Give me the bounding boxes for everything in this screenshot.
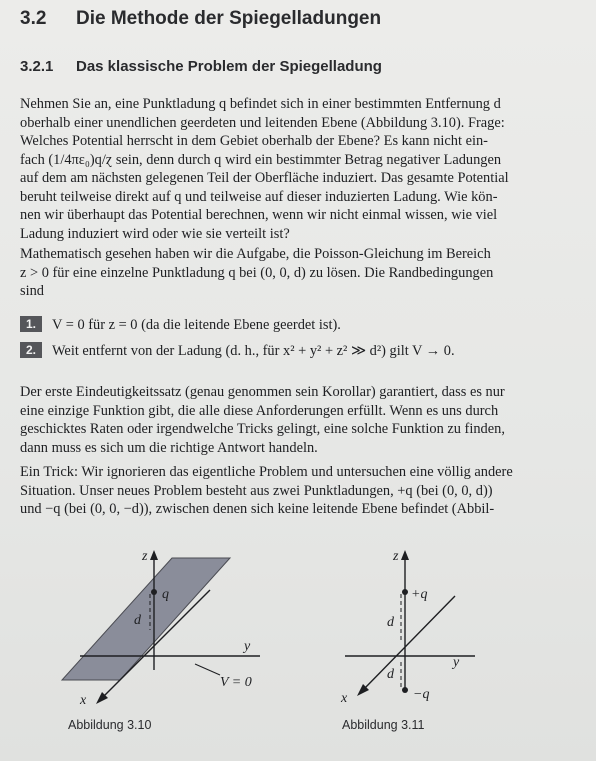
y-label: y (453, 655, 460, 670)
figure-3-11 (335, 540, 475, 740)
d-bottom-label: d (387, 667, 394, 682)
paragraph-4 (20, 463, 578, 519)
text-line: Welches Potential herrscht in dem Gebiet oberhalb der Ebene? Es kann nicht ein- (20, 133, 488, 149)
section-title: Die Methode der Spiegelladungen (76, 8, 382, 29)
subsection-title: Das klassische Problem der Spiegelladung (76, 58, 382, 75)
v-label-pointer (195, 664, 220, 675)
text-line: oberhalb einer unendlichen geerdeten und leitenden Ebene (Abbildung 3.10). Frage: (20, 114, 505, 131)
text-line: sind (20, 283, 44, 299)
list-item-text: V = 0 für z = 0 (da die leitende Ebene geerdet ist). (52, 317, 341, 333)
paragraph-1 (20, 95, 578, 243)
q-label: q (162, 587, 169, 602)
x-label: x (341, 691, 348, 706)
text-line: fach (1/4πε₀)q/ɀ sein, denn durch q wird ein bestimmter Betrag negativer Ladungen (20, 151, 502, 168)
text-line: Mathematisch gesehen haben wir die Aufgabe, die Poisson-Gleichung im Bereich (20, 246, 491, 262)
y-label: y (244, 639, 251, 654)
subsection-heading (20, 58, 382, 75)
text-line: Der erste Eindeutigkeitssatz (genau genommen sein Korollar) garantiert, dass es nur (20, 384, 505, 400)
text-line: auf dem am nächsten gelegenen Teil der Oberfläche induziert. Das gesamte Potential (20, 170, 509, 186)
v-zero-label: V = 0 (220, 675, 252, 690)
section-number: 3.2 (20, 8, 47, 29)
text-line: geschicktes Raten oder irgendwelche Tricks gelingt, eine solche Funktion zu finden, (20, 421, 505, 437)
text-line: Ein Trick: Wir ignorieren das eigentliche Problem und untersuchen eine völlig andere (20, 464, 513, 480)
text-line: Nehmen Sie an, eine Punktladung q befindet sich in einer bestimmten Entfernung d (20, 96, 501, 112)
x-axis (363, 596, 455, 690)
figure-caption: Abbildung 3.10 (68, 718, 152, 732)
z-label: z (142, 549, 148, 564)
x-label: x (80, 693, 87, 708)
z-axis-arrow (150, 550, 158, 560)
subsection-number: 3.2.1 (20, 58, 54, 75)
grounded-plane (62, 558, 230, 680)
text-line: beruht teilweise direkt auf q und teilweise auf dieser induzierten Ladung. Wie kön- (20, 188, 498, 205)
text-line: Ladung induziert wird oder wie sie verteilt ist? (20, 225, 290, 242)
text-line: eine einzige Funktion gibt, die alle diese Anforderungen erfüllt. Wenn es uns durch (20, 402, 499, 419)
positive-charge (402, 589, 408, 595)
text-line: und −q (bei (0, 0, −d)), zwischen denen sich keine leitende Ebene befindet (Abbil- (20, 501, 495, 517)
plus-q-label: +q (411, 587, 428, 602)
minus-q-label: −q (413, 687, 430, 702)
d-label: d (134, 613, 141, 628)
list-number-badge: 2. (20, 342, 42, 358)
figure-3-10 (60, 540, 290, 740)
list-number-badge: 1. (20, 316, 42, 332)
negative-charge (402, 687, 408, 693)
text-line: z > 0 für eine einzelne Punktladung q bei (0, 0, d) zu lösen. Die Randbedingungen (20, 264, 494, 281)
text-line: Situation. Unser neues Problem besteht aus zwei Punktladungen, +q (bei (0, 0, d)) (20, 482, 493, 499)
z-label: z (393, 549, 399, 564)
z-axis-arrow (401, 550, 409, 560)
text-line: nen wir überhaupt das Potential berechnen, wenn wir nicht einmal wissen, wie viel (20, 207, 498, 223)
list-item-text: Weit entfernt von der Ladung (d. h., für x² + y² + z² ≫ d²) gilt V → 0. (52, 343, 455, 359)
d-top-label: d (387, 615, 394, 630)
figure-caption: Abbildung 3.11 (342, 718, 425, 732)
paragraph-2 (20, 245, 578, 301)
boundary-conditions-list (20, 316, 455, 368)
text-line: dann muss es sich um die richtige Antwort handeln. (20, 439, 318, 456)
point-charge (151, 589, 157, 595)
section-heading (20, 8, 381, 30)
list-item (20, 342, 455, 368)
list-item (20, 316, 455, 342)
paragraph-3 (20, 383, 578, 457)
